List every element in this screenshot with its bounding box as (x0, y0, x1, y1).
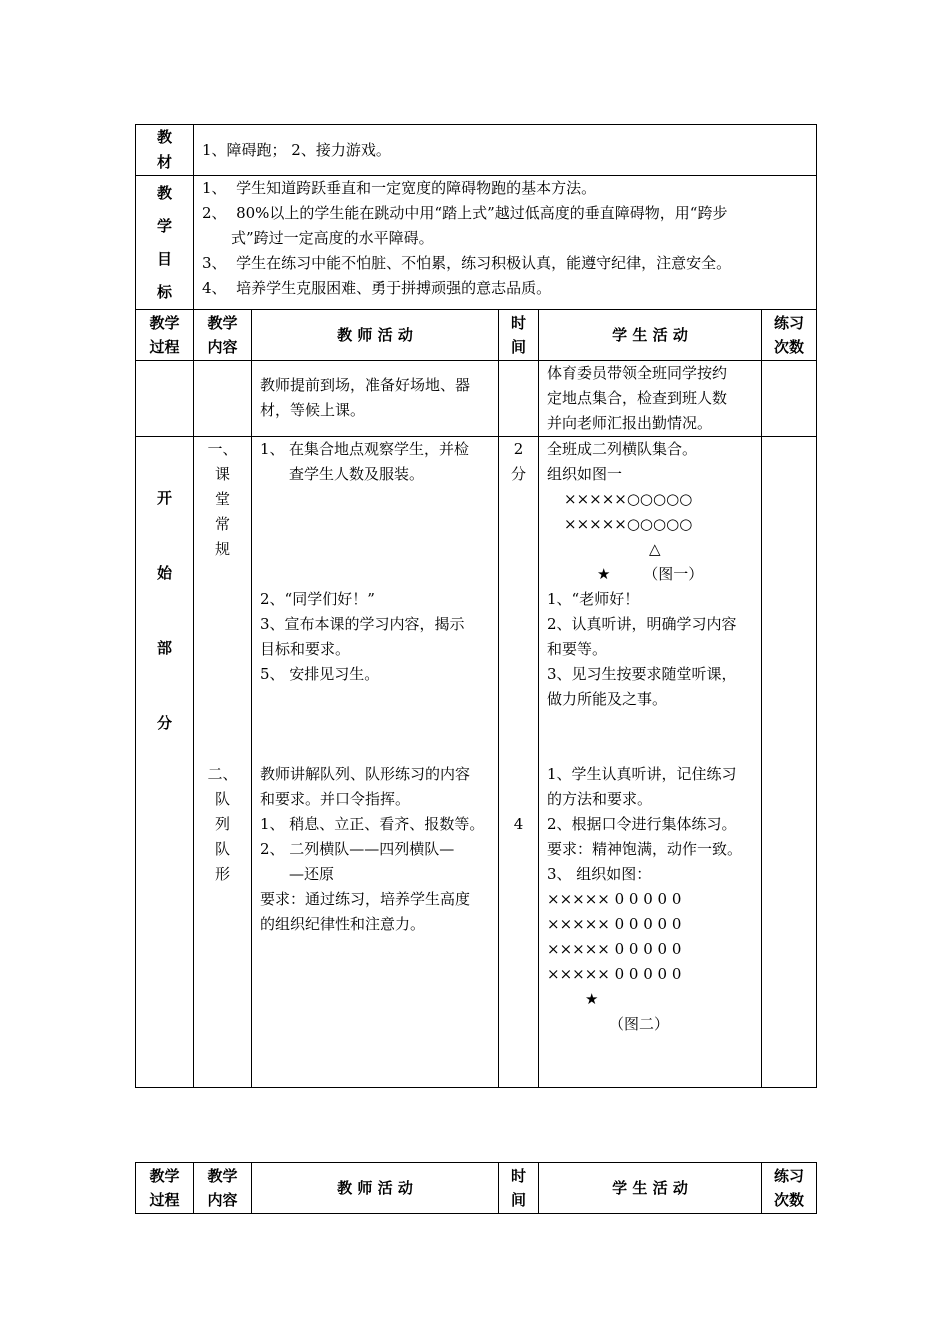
header-content: 教学 内容 (194, 310, 252, 361)
formation-row: ×××××○○○○○ (564, 515, 693, 533)
prep-teacher: 教师提前到场，准备好场地、器 材，等候上课。 (252, 361, 499, 437)
objectives-list (194, 176, 817, 310)
header-teacher: 教 师 活 动 (252, 310, 499, 361)
objectives-label: 教 学 目 标 (136, 176, 194, 310)
part2-title: 二、 队 列 队 形 (207, 765, 238, 883)
materials-label: 教 材 (136, 125, 194, 176)
objective-item: 4、 培养学生克服困难、勇于拼搏顽强的意志品质。 (202, 279, 552, 297)
objective-item: 2、 80%以上的学生能在跳动中用“踏上式”越过低高度的垂直障碍物，用“跨步 式”跨过一定高度的水平障碍。 (202, 204, 728, 247)
header-process: 教学 过程 (136, 1163, 194, 1214)
table-row (136, 361, 817, 437)
formation-row: ××××× 0 0 0 0 0 (547, 940, 682, 958)
table-header (136, 310, 817, 361)
header-time: 时 间 (499, 310, 539, 361)
formation-row: ××××× 0 0 0 0 0 (547, 915, 682, 933)
objective-item: 1、 学生知道跨跃垂直和一定宽度的障碍物跑的基本方法。 (202, 179, 597, 197)
header-student: 学 生 活 动 (539, 310, 762, 361)
prep-student: 体育委员带领全班同学按约 定地点集合，检查到班人数 并向老师汇报出勤情况。 (539, 361, 762, 437)
teacher-triangle: △ (649, 540, 661, 558)
start-section-label: 开 始 部 分 (136, 437, 194, 1088)
figure-caption: （图二） (609, 1015, 670, 1033)
header-content: 教学 内容 (194, 1163, 252, 1214)
start-teacher: 1、 在集合地点观察学生，并检 查学生人数及服装。 2、“同学们好！” 3、宣布本课的学习内容，揭示 目标和要求。 5、 安排见习生。 教师讲解队列、队形练习的内容 和要求。并口令指挥。 1、 稍息、立正、看齐、报数等。 2、 二列横队——四列横队— —还原 要求：通过练习，培养学生高度 的组织纪律性和注意力。 (252, 437, 499, 1088)
formation-row: ××××× 0 0 0 0 0 (547, 965, 682, 983)
formation-row: ×××××○○○○○ (564, 490, 693, 508)
lesson-plan-table (135, 124, 817, 1088)
formation-row: ××××× 0 0 0 0 0 (547, 890, 682, 908)
header-teacher: 教 师 活 动 (252, 1163, 499, 1214)
part1-title: 一、 课 堂 常 规 (207, 440, 238, 558)
start-time: 2 分 4 (499, 437, 539, 1088)
header-process: 教学 过程 (136, 310, 194, 361)
header-count: 练习 次数 (762, 310, 817, 361)
figure-caption: （图一） (643, 565, 704, 583)
lesson-plan-table-continued (135, 1162, 817, 1214)
materials-content: 1、障碍跑； 2、接力游戏。 (194, 125, 817, 176)
star-marker: ★ (597, 565, 611, 583)
header-student: 学 生 活 动 (539, 1163, 762, 1214)
header-count: 练习 次数 (762, 1163, 817, 1214)
table-row (136, 437, 817, 1088)
teacher-item: 1、 在集合地点观察学生，并检 查学生人数及服装。 (260, 440, 470, 483)
header-time: 时 间 (499, 1163, 539, 1214)
table-header (136, 1163, 817, 1214)
star-marker: ★ (585, 990, 599, 1008)
objective-item: 3、 学生在练习中能不怕脏、不怕累，练习积极认真，能遵守纪律，注意安全。 (202, 254, 732, 272)
start-student: 全班成二列横队集合。 组织如图一 ×××××○○○○○ ×××××○○○○○ △ ★ （图一） 1、“老师好！ 2、认真听讲，明确学习内容 和要等。 3、见习生按要求随堂听课， 做力所能及之事。 1、学生认真听讲，记住练习 的方法和要求。 2、根据口令进行集体练习。 要求：精神饱满，动作一致。 3、 组织如图： ××××× 0 0 0 0 0 ××××× 0 0 0 0 0 ××××× 0 0 0 0 0 ××××× 0 0 0 0 0 ★ （图二） (539, 437, 762, 1088)
start-content (194, 437, 252, 1088)
